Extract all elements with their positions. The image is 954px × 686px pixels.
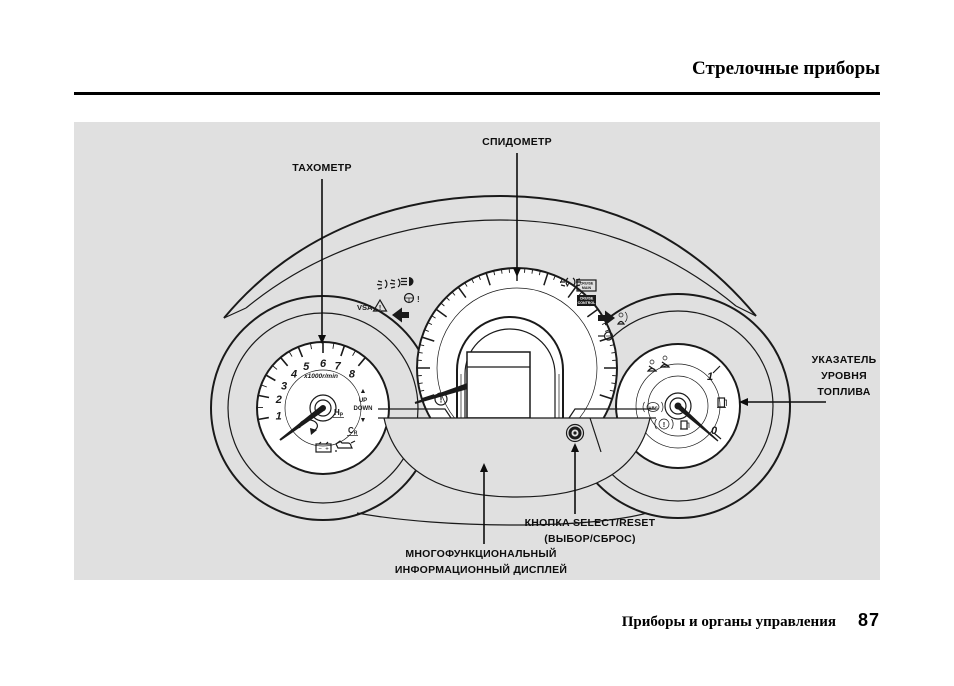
svg-text:MAIN: MAIN [581, 286, 592, 290]
svg-text:3: 3 [280, 380, 288, 393]
footer-section: Приборы и органы управления [621, 614, 836, 630]
fuel-gauge-label: УКАЗАТЕЛЬ УРОВНЯ ТОПЛИВА [811, 354, 877, 398]
svg-text:CR: CR [348, 426, 358, 437]
left-turn-signal-icon [392, 308, 409, 323]
speedometer-label: СПИДОМЕТР [482, 136, 552, 148]
svg-text:CRUISE: CRUISE [579, 281, 594, 286]
tachometer-label: ТАХОМЕТР [292, 162, 352, 174]
svg-text:CRUISE: CRUISE [579, 296, 594, 301]
svg-text:!: ! [662, 420, 666, 429]
svg-text:4: 4 [291, 368, 298, 381]
cruise-control-indicator [577, 295, 596, 306]
svg-text:▼: ▼ [359, 417, 367, 424]
svg-text:−: − [318, 446, 322, 453]
svg-text:2: 2 [275, 394, 282, 407]
fuel-full-label: 1 [706, 371, 714, 383]
svg-text:!: ! [439, 394, 443, 405]
svg-text:!: ! [417, 295, 420, 304]
warning-triangle-icon [374, 300, 387, 312]
cluster-drawing [74, 122, 880, 580]
svg-text:▲: ▲ [359, 388, 367, 395]
svg-text:DOWN: DOWN [353, 406, 373, 412]
svg-text:5: 5 [303, 361, 310, 374]
fuel-empty-label: 0 [710, 425, 718, 437]
tachometer-unit: x1000r/min [304, 373, 338, 380]
airbag-warning-icon [618, 312, 627, 324]
select-reset-knob [567, 425, 584, 442]
multi-info-display [467, 352, 530, 418]
svg-text:CONTROL: CONTROL [577, 301, 596, 305]
select-reset-label: КНОПКА SELECT/RESET (ВЫБОР/СБРОС) [524, 517, 656, 545]
tachometer-face [257, 342, 389, 474]
page-title: Стрелочные приборы [692, 58, 880, 79]
speedometer-left-indicators [357, 277, 420, 323]
multi-display-label: МНОГОФУНКЦИОНАЛЬНЫЙ ИНФОРМАЦИОННЫЙ ДИСПЛЕЙ [394, 548, 568, 576]
svg-text:7: 7 [334, 360, 341, 373]
svg-text:UP: UP [358, 398, 368, 404]
svg-text:1: 1 [275, 410, 282, 423]
vsa-indicator: VSA [357, 303, 373, 312]
title-rule [74, 92, 880, 95]
rear-fog-light-icon [377, 280, 387, 289]
svg-text:HP: HP [334, 408, 344, 419]
page-footer [622, 610, 880, 631]
cluster-lower-bezel [357, 409, 656, 525]
svg-text:8: 8 [348, 368, 355, 381]
svg-text:6: 6 [319, 357, 327, 370]
instrument-cluster-figure [74, 122, 880, 580]
high-beam-icon [401, 277, 414, 286]
svg-text:+: + [325, 446, 329, 453]
power-steering-warning-icon [405, 294, 420, 305]
footer-page-number: 87 [857, 610, 880, 630]
front-fog-light-icon [390, 279, 400, 288]
svg-text:ABS: ABS [648, 405, 658, 411]
svg-text:!: ! [378, 305, 382, 312]
